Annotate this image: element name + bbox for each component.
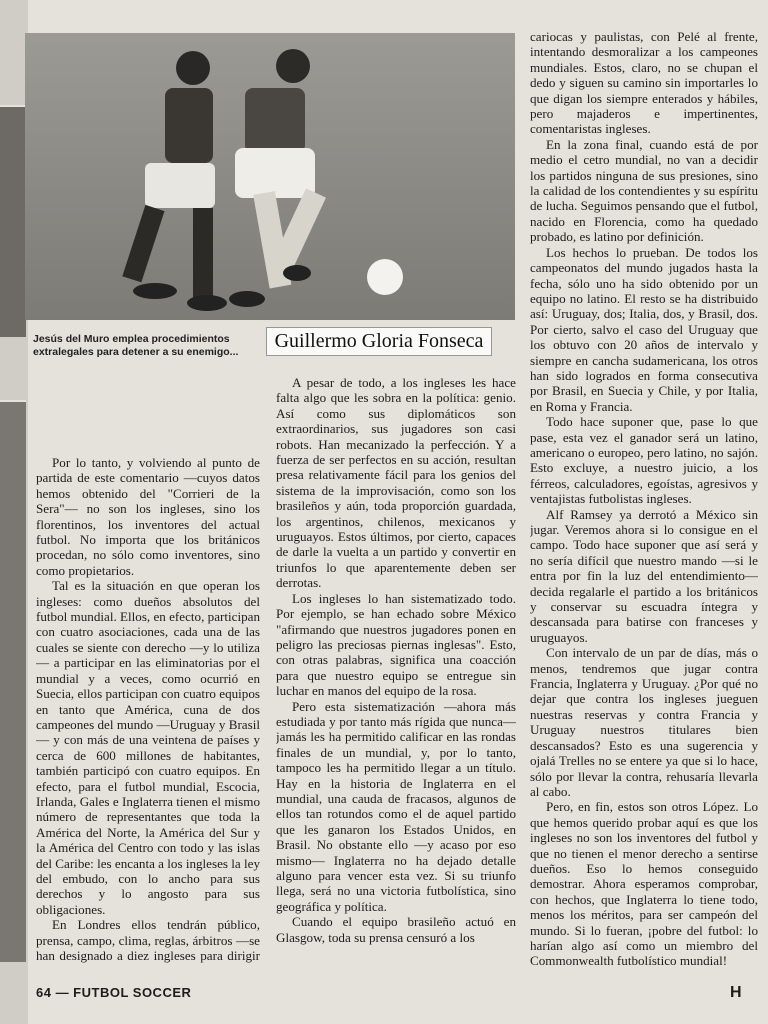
- paragraph: Tal es la situación en que operan los ingleses: como dueños absolutos del futbol mundial. Ellos, en efecto, participan con cuatro asociaciones, cada una de las cuales se siente con derecho —y lo utiliza— a participar en las eliminatorias por el mundial y a veces, como ocurrió en Suecia, ellos participan con cuatro equipos en tanto que América, cuna de dos campeones del mundo —Uruguay y Brasil— y con más de una veintena de países y cerca de 600 millones de habitantes, también participó con cuatro equipos. En efecto, para el futbol mundial, Escocia, Irlanda, Gales e Inglaterra tienen el mismo número de representantes que toda la América del Norte, la América del Sur y la América del Centro con todo y las islas del Caribe: les encanta a los ingleses la ley del embudo, con lo ancho para sus derechos y lo angosto para sus obligaciones.: [36, 578, 260, 917]
- paragraph: Cuando el equipo brasileño actuó en Glasgow, toda su prensa censuró a los: [276, 914, 516, 945]
- adjacent-page-photo: [0, 105, 26, 337]
- paragraph: Todo hace suponer que, pase lo que pase, esta vez el ganador será un latino, americano o europeo, pero latino, no sajón. Esto excluye, a nuestro juicio, a los férreos, calculadores, egoístas, agresivos y ventajistas futbolistas ingleses.: [530, 414, 758, 507]
- adjacent-page-strip: [0, 0, 28, 1024]
- paragraph: Los ingleses lo han sistematizado todo. Por ejemplo, se han echado sobre México "afirmando que nuestros jugadores ponen en peligro las preciosas piernas inglesas". Esto, con otras palabras, significa una coacción para que nuestro equipo se entregue sin luchar en manos del equipo de la rosa.: [276, 590, 516, 699]
- adjacent-page-photo: [0, 400, 26, 962]
- page-footer: 64 — FUTBOL SOCCER: [36, 985, 192, 1000]
- paragraph: cariocas y paulistas, con Pelé al frente, intentando desmoralizar a los campeones mundiales. Estos, claro, no se chupan el dedo y siguen su camino sin importarles lo que digan los siempre enterados y hábiles, pero majaderos e impertinentes, comentaristas ingleses.: [530, 29, 758, 137]
- article-column-3: [530, 29, 758, 979]
- paragraph: En Londres ellos tendrán público, prensa, campo, clima, reglas, árbitros —se han designado a diez ingleses para dirigir: [36, 917, 260, 963]
- author-byline: Guillermo Gloria Fonseca: [266, 327, 492, 356]
- paragraph: Por lo tanto, y volviendo al punto de partida de este comentario —cuyos datos hemos obtenido del "Corrieri de la Sera"— no son los ingleses, sino los florentinos, los inventores del actual futbol. No importa que los británicos procedan, no sólo como inventores, sino como propietarios.: [36, 455, 260, 578]
- paragraph: Alf Ramsey ya derrotó a México sin jugar. Veremos ahora si lo consigue en el campo. Todo hace suponer que así será y no sería difícil que nuestro mando —si le entra por fin la luz del entendimiento— decida regalarle el partido a los británicos y conservar su escuadra íntegra y descansada para batirse con franceses y uruguayos.: [530, 506, 758, 645]
- paragraph: A pesar de todo, a los ingleses les hace falta algo que les sobra en la política: genio. Así como sus diplomáticos son extraordinarios, sus jugadores son casi robots. Han mecanizado la perfección. Y a fuerza de ser perfectos en su acción, resultan presa relativamente fácil para los genios del sistema de la improvisación, como son los brasileños y aún, toda proporción guardada, los argentinos, chilenos, mexicanos y uruguayos. Estos últimos, por cierto, capaces de darle la vuelta a un partido y convertir en triunfos lo que aparentemente deben ser derrotas.: [276, 375, 516, 591]
- paragraph: Con intervalo de un par de días, más o menos, tendremos que jugar contra Francia, Inglaterra y Uruguay. ¿Por qué no dejar que contra los ingleses jueguen nuestras reservas y contra Francia y Uruguay nuestros titulares bien descansados? Esto es una sugerencia y ojalá Trelles no se entere ya que si lo hace, sólo por llevar la contra, rehusaría llevarla al cabo.: [530, 645, 758, 799]
- ball: [367, 259, 403, 295]
- paragraph: Pero, en fin, estos son otros López. Lo que hemos querido probar aquí es que los ingleses no son los inventores del futbol y que no tienen el menor derecho a sentirse dueños. Eso lo hemos conseguido demostrar. Ahora esperamos comprobar, con hechos, que Inglaterra lo tiene todo, menos los méritos, para ser campeón del mundo. Si lo fueran, ¡pobre del futbol: lo harían algo así como un miembro del Commonwealth futbolístico mundial!: [530, 799, 758, 969]
- article-column-2: [276, 375, 516, 955]
- article-column-1: [36, 455, 260, 965]
- soccer-photo: [25, 33, 515, 320]
- paragraph: Pero esta sistematización —ahora más estudiada y por tanto más rígida que nunca— jamás les ha permitido calificar en las rondas finales de un mundial, y, por lo tanto, tampoco les ha permitido llegar a un título. Hay en la historia de Inglaterra en el mundial, una cauda de fracasos, algunos de ellos tan rotundos como el de aquel partido que les ganaron los Estados Unidos, en Brasil. No obstante ello —y acaso por eso mismo— Inglaterra no ha dejado detalle alguno para vencer esta vez. Si su triunfo llega, será no una victoria futbolística, sino geográfica y política.: [276, 698, 516, 914]
- photo-caption: Jesús del Muro emplea procedimientos extralegales para detener a su enemigo...: [33, 333, 239, 358]
- end-mark: H: [730, 984, 742, 1001]
- paragraph: En la zona final, cuando está de por medio el cetro mundial, no van a decidir los partidos ninguna de sus presiones, sino la calidad de los contendientes y su espíritu de lucha. Seguimos pensando que el futbol, nacido en Florencia, como ha quedado probado, es latino por definición.: [530, 136, 758, 245]
- paragraph: Los hechos lo prueban. De todos los campeonatos del mundo jugados hasta la fecha, sólo uno ha sido obtenido por un equipo no latino. El resto se ha distribuido así: Uruguay, dos; Italia, dos, y Brasil, dos. Por cierto, salvo el caso del Uruguay que los obtuvo con 20 años de intervalo y siempre en cancha sudamericana, los otros han sido logrados en forma consecutiva por Brasil, en Suecia y Chile, y por Italia, en Roma y Francia.: [530, 244, 758, 414]
